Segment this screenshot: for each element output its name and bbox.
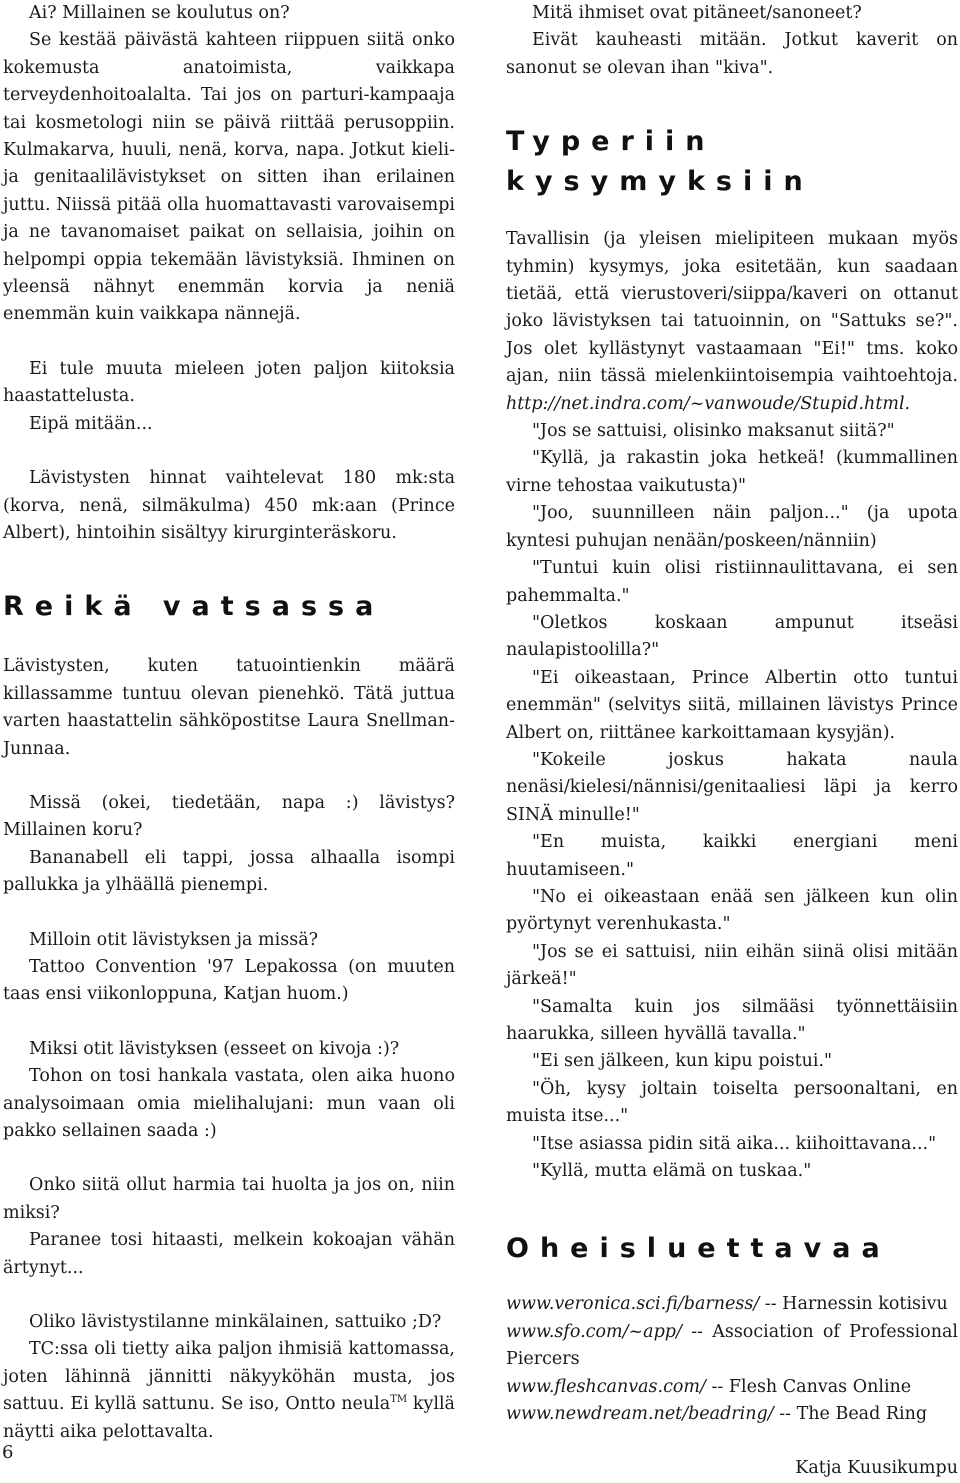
link-item [506, 1401, 958, 1428]
answer: TC:ssa oli tietty aika paljon ihmisiä kattomassa, joten lähinnä jännitti näkyyköhän musta, jos sattuu. Ei kyllä sattunu. Se iso, Ontto neula™ kyllä näytti aika pelottavalta. [3, 1339, 455, 1442]
question: Mitä ihmiset ovat pitäneet/sanoneet? [532, 3, 862, 23]
quote-list [506, 418, 958, 1185]
link-url[interactable]: www.veronica.sci.fi/barness/ [506, 1294, 760, 1315]
paragraph: Ai? Millainen se koulutus on? [29, 3, 290, 23]
quote-item: "Oletkos koskaan ampunut itseäsi naulapistoolilla?" [506, 612, 958, 661]
paragraph: Tavallisin (ja yleisen mielipiteen mukaan myös tyhmin) kysymys, joka esitetään, kun saadaan tietää, että vierustoveri/siippa/kaveri on ottanut joko lävistyksen tai tatuoinnin, on "Sattuks se?". Jos olet kyllästynyt vastaamaan "Ei!" tms. koko ajan, niin tässä mielenkiintoisempia vaihtoehtoja. http://net.indra.com/~vanwoude/Stupid.html. [506, 229, 958, 414]
section-heading: Reikä vatsassa [3, 591, 385, 623]
section-heading: Typeriin kysymyksiin [506, 126, 814, 198]
quote-item: "Jos se sattuisi, olisinko maksanut siitä?" [532, 421, 895, 442]
paragraph: Lävistysten hinnat vaihtelevat 180 mk:sta (korva, nenä, silmäkulma) 450 mk:aan (Prince Albert), hintoihin sisältyy kirurginteräskoru. [3, 468, 455, 543]
quote-item: "Kokeile joskus hakata naula nenäsi/kielesi/nännisi/genitaaliesi läpi ja kerro SINÄ minulle!" [506, 749, 958, 825]
quote-item: "Kyllä, mutta elämä on tuskaa." [532, 1161, 812, 1182]
source-link[interactable]: http://net.indra.com/~vanwoude/Stupid.html. [506, 393, 911, 414]
author-signature: Katja Kuusikumpu [795, 1458, 958, 1479]
answer: Bananabell eli tappi, jossa alhaalla isompi pallukka ja ylhäällä pienempi. [3, 847, 455, 896]
link-item [506, 1374, 958, 1401]
section-heading: Oheisluettavaa [506, 1233, 891, 1265]
answer: Tattoo Convention '97 Lepakossa (on muuten taas ensi viikonloppuna, Katjan huom.) [3, 956, 455, 1005]
link-url[interactable]: www.newdream.net/beadring/ [506, 1404, 774, 1425]
question: Missä (okei, tiedetään, napa :) lävistys? Millainen koru? [3, 792, 455, 841]
question: Milloin otit lävistyksen ja missä? [29, 929, 319, 950]
quote-item: "Joo, suunnilleen näin paljon..." (ja upota kyntesi puhujan nenään/poskeen/nänniin) [506, 503, 958, 551]
quote-item: "En muista, kaikki energiani meni huutamiseen." [506, 832, 958, 880]
question: Oliko lävistystilanne minkälainen, sattuiko ;D? [29, 1312, 442, 1333]
question: Onko siitä ollut harmia tai huolta ja jos on, niin miksi? [3, 1175, 455, 1223]
quote-item: "Tuntui kuin olisi ristiinnaulittavana, ei sen pahemmalta." [506, 558, 958, 606]
quote-item: "No ei oikeastaan enää sen jälkeen kun olin pyörtynyt verenhukasta." [506, 886, 958, 935]
right-column [506, 0, 958, 1483]
paragraph: Se kestää päivästä kahteen riippuen siitä onko kokemusta anatoimista, vaikkapa terveydenhoitoalalta. Tai jos on parturi-kampaaja tai kosmetologi niin se päivä riittää perusoppiin. Kulmakarva, huuli, nenä, korva, napa. Jotkut kieli- ja genitaalilävistykset on sitten ihan erilainen juttu. Niissä pitää olla huomattavasti varovaisempi ja ne tavanomaiset paikat on sellaisia, joihin on helpompi oppia tekemään lävistyksiä. Ihminen on yleensä nähnyt enemmän korvia ja neniä enemmän kuin vaikkapa nännejä. [3, 30, 455, 325]
paragraph: Ei tule muuta mieleen joten paljon kiitoksia haastattelusta. [3, 358, 455, 407]
answer: Eivät kauheasti mitään. Jotkut kaverit on sanonut se olevan ihan "kiva". [506, 30, 958, 78]
quote-item: "Ei sen jälkeen, kun kipu poistui." [532, 1051, 833, 1072]
paragraph: Eipä mitään... [29, 413, 153, 434]
quote-item: "Jos se ei sattuisi, niin eihän siinä olisi mitään järkeä!" [506, 941, 958, 990]
quote-item: "Ei oikeastaan, Prince Albertin otto tuntui enemmän" (selvitys siitä, millainen lävistys Prince Albert on, riittänee karkoittamaan kysyjän). [506, 667, 958, 743]
answer: Paranee tosi hitaasti, melkein kokoajan vähän ärtynyt... [3, 1230, 455, 1278]
paragraph: Lävistysten, kuten tatuointienkin määrä killassamme tuntuu olevan pienehkö. Tätä juttua varten haastattelin sähköpostitse Laura Snellman-Junnaa. [3, 656, 455, 759]
quote-item: "Samalta kuin jos silmääsi työnnettäisiin haarukka, silleen hyvällä tavalla." [506, 996, 958, 1044]
link-url[interactable]: www.sfo.com/~app/ [506, 1321, 682, 1342]
answer: Tohon on tosi hankala vastata, olen aika huono analysoimaan omia mielihalujani: mun vaan oli pakko sellainen saada :) [3, 1066, 455, 1141]
link-url[interactable]: www.fleshcanvas.com/ [506, 1376, 706, 1397]
link-description: -- Harnessin kotisivu [759, 1294, 948, 1315]
quote-item: "Itse asiassa pidin sitä aika... kiihoittavana..." [532, 1133, 937, 1154]
left-column [3, 0, 455, 1446]
link-description: -- The Bead Ring [773, 1404, 928, 1425]
quote-item: "Kyllä, ja rakastin joka hetkeä! (kummallinen virne tehostaa vaikutusta)" [506, 448, 958, 496]
link-description: -- Flesh Canvas Online [705, 1376, 912, 1397]
link-description: -- Association of Professional Piercers [506, 1321, 958, 1370]
page-number: 6 [2, 1442, 14, 1463]
trademark-symbol: TM [390, 1394, 408, 1406]
link-item [506, 1319, 958, 1374]
link-item [506, 1291, 958, 1318]
reading-list [506, 1291, 958, 1428]
quote-item: "Öh, kysy joltain toiselta persoonaltani, en muista itse..." [506, 1078, 958, 1127]
question: Miksi otit lävistyksen (esseet on kivoja :)? [29, 1038, 400, 1059]
